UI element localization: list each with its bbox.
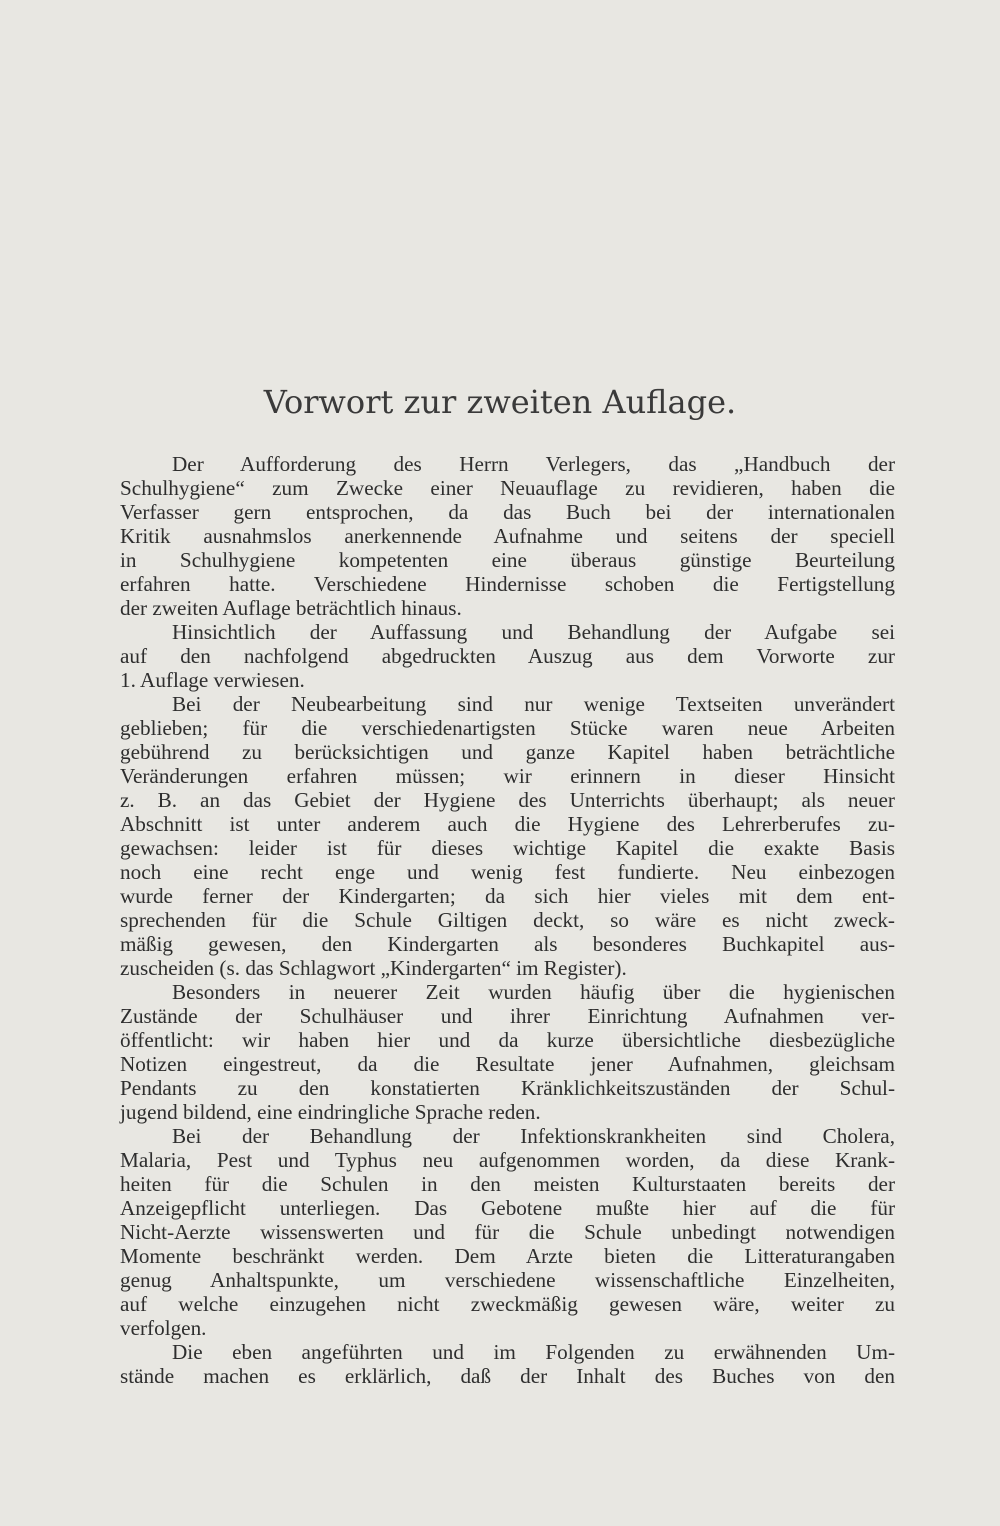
page-title: Vorwort zur zweiten Auflage. (263, 383, 737, 421)
text-line: Besonders in neuerer Zeit wurden häufig über die hygienischen (172, 980, 895, 1004)
text-line: gewachsen: leider ist für dieses wichtige Kapitel die exakte Basis (120, 836, 895, 860)
text-line: heiten für die Schulen in den meisten Kulturstaaten bereits der (120, 1172, 895, 1196)
body-text (120, 452, 895, 1388)
text-line: zuscheiden (s. das Schlagwort „Kindergarten“ im Register). (120, 956, 627, 980)
text-line: Zustände der Schulhäuser und ihrer Einrichtung Aufnahmen ver- (120, 1004, 895, 1028)
text-line: mäßig gewesen, den Kindergarten als besonderes Buchkapitel aus- (120, 932, 895, 956)
paragraph (120, 1340, 895, 1388)
text-line: auf welche einzugehen nicht zweckmäßig gewesen wäre, weiter zu (120, 1292, 895, 1316)
text-line: Kritik ausnahmslos anerkennende Aufnahme und seitens der speciell (120, 524, 895, 548)
text-line: jugend bildend, eine eindringliche Sprache reden. (120, 1100, 541, 1124)
text-line: erfahren hatte. Verschiedene Hindernisse schoben die Fertigstellung (120, 572, 895, 596)
text-line: Der Aufforderung des Herrn Verlegers, das „Handbuch der (172, 452, 895, 476)
text-line: gebührend zu berücksichtigen und ganze Kapitel haben beträchtliche (120, 740, 895, 764)
text-line: Anzeigepflicht unterliegen. Das Gebotene mußte hier auf die für (120, 1196, 895, 1220)
text-line: noch eine recht enge und wenig fest fundierte. Neu einbezogen (120, 860, 895, 884)
text-line: Notizen eingestreut, da die Resultate jener Aufnahmen, gleichsam (120, 1052, 895, 1076)
text-line: öffentlicht: wir haben hier und da kurze übersichtliche diesbezügliche (120, 1028, 895, 1052)
text-line: 1. Auflage verwiesen. (120, 668, 305, 692)
text-line: genug Anhaltspunkte, um verschiedene wissenschaftliche Einzelheiten, (120, 1268, 895, 1292)
paragraph (120, 1124, 895, 1340)
text-line: der zweiten Auflage beträchtlich hinaus. (120, 596, 462, 620)
paragraph (120, 620, 895, 692)
text-line: Hinsichtlich der Auffassung und Behandlung der Aufgabe sei (172, 620, 895, 644)
text-line: Pendants zu den konstatierten Kränklichkeitszuständen der Schul- (120, 1076, 895, 1100)
text-line: verfolgen. (120, 1316, 207, 1340)
text-line: stände machen es erklärlich, daß der Inhalt des Buches von den (120, 1364, 895, 1388)
text-line: Bei der Neubearbeitung sind nur wenige Textseiten unverändert (172, 692, 895, 716)
paragraph (120, 692, 895, 980)
text-line: Nicht-Aerzte wissenswerten und für die Schule unbedingt notwendigen (120, 1220, 895, 1244)
text-line: Bei der Behandlung der Infektionskrankheiten sind Cholera, (172, 1124, 895, 1148)
text-line: auf den nachfolgend abgedruckten Auszug aus dem Vorworte zur (120, 644, 895, 668)
text-line: Abschnitt ist unter anderem auch die Hygiene des Lehrerberufes zu- (120, 812, 895, 836)
text-line: in Schulhygiene kompetenten eine überaus günstige Beurteilung (120, 548, 895, 572)
text-line: sprechenden für die Schule Giltigen deckt, so wäre es nicht zweck- (120, 908, 895, 932)
text-line: z. B. an das Gebiet der Hygiene des Unterrichts überhaupt; als neuer (120, 788, 895, 812)
text-line: Malaria, Pest und Typhus neu aufgenommen worden, da diese Krank- (120, 1148, 895, 1172)
text-line: wurde ferner der Kindergarten; da sich hier vieles mit dem ent- (120, 884, 895, 908)
paragraph (120, 452, 895, 620)
paragraph (120, 980, 895, 1124)
text-line: Momente beschränkt werden. Dem Arzte bieten die Litteraturangaben (120, 1244, 895, 1268)
text-line: Veränderungen erfahren müssen; wir erinnern in dieser Hinsicht (120, 764, 895, 788)
text-line: geblieben; für die verschiedenartigsten Stücke waren neue Arbeiten (120, 716, 895, 740)
text-line: Die eben angeführten und im Folgenden zu erwähnenden Um- (172, 1340, 895, 1364)
text-line: Schulhygiene“ zum Zwecke einer Neuauflage zu revidieren, haben die (120, 476, 895, 500)
text-line: Verfasser gern entsprochen, da das Buch bei der internationalen (120, 500, 895, 524)
